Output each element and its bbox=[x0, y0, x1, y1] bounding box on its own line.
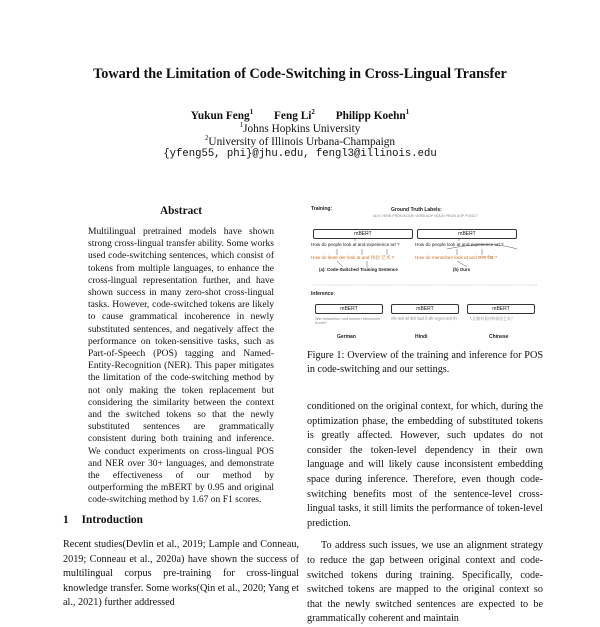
figure-caption: Figure 1: Overview of the training and inference for POS in code-switching and our settings. bbox=[307, 350, 543, 375]
figure-panel-b-label: (b) Ours bbox=[453, 267, 471, 272]
introduction-text: Recent studies(Devlin et al., 2019; Lample and Conneau, 2019; Conneau et al., 2020a) have shown the success of multilingual corpus pre-training for cross-lingual knowledge transfer. Some works(Qin et al., 2020; Yang et al., 2021) further addressed bbox=[63, 539, 299, 609]
figure-model-box: mBERT bbox=[313, 229, 413, 239]
right-column-text bbox=[307, 400, 543, 627]
figure-inference-model-box: mBERT bbox=[391, 304, 459, 314]
author: Philipp Koehn$^1$ bbox=[335, 108, 410, 122]
affiliation: $^1$Johns Hopkins University bbox=[239, 121, 361, 135]
paragraph: To address such issues, we use an alignment strategy to reduce the gap between original context and code-switched tokens during training. Specifically, code-switched tokens are mapped to the original context so that the newly switched sentences are expected to be grammatically coherent and maintain bbox=[307, 540, 543, 625]
author-list bbox=[0, 108, 600, 122]
figure-1 bbox=[307, 205, 543, 345]
abstract-text: Multilingual pretrained models have shown strong cross-lingual transfer ability. Some works used code-switching sentences, which consist of tokens from multiple languages, to enhance the cross-lingual representation further, and have shown success in many zero-shot cross-lingual tasks. However, code-switched tokens are likely to cause grammatical incoherence in newly substituted sentences, and negatively affect the performance on token-sensitive tasks, such as Part-of-Speech (POS) tagging and Named-Entity-Recognition (NER). This paper mitigates the limitation of the code-switching method by not only making the token replacement but considering the similarity between the context and the switched tokens so that the newly substituted sentences are grammatically consistent during both training and inference. We conduct experiments on cross-lingual POS and NER over 30+ languages, and demonstrate the effectiveness of our method by outperforming the mBERT by 0.95 and original code-switching method by 1.67 on F1 scores. bbox=[88, 226, 274, 506]
author: Feng Li$^2$ bbox=[274, 108, 315, 122]
figure-ground-truth-label: Ground Truth Labels: bbox=[391, 207, 442, 213]
figure-ground-truth-tags: ADV VERB PRON NOUN VERB ADP NOUN PRON ADP PUNCT bbox=[373, 214, 478, 218]
author-emails: {yfeng55, phi}@jhu.edu, fengl3@illinois.edu bbox=[163, 148, 437, 160]
figure-training-label: Training: bbox=[311, 206, 333, 212]
author: Yukun Feng$^1$ bbox=[190, 108, 254, 122]
affiliation: $^2$University of Illinois Urbana-Champaign bbox=[204, 134, 396, 148]
figure-switched-sentence: How do menschen look at and कला देख ? bbox=[415, 255, 498, 260]
figure-sentence: How do people look at and experience art ? bbox=[311, 242, 400, 247]
figure-language-label: Chinese bbox=[489, 334, 509, 340]
figure-panel-a-label: (a): Code-Switched Training Sentence bbox=[319, 267, 398, 272]
figure-inference-sentence: Wie betrachten und erleben Menschen Kunst? bbox=[315, 317, 381, 326]
figure-language-label: Hindi bbox=[415, 334, 428, 340]
abstract-heading: Abstract bbox=[159, 205, 203, 217]
figure-inference-sentence: 人们如何看待和体验艺术？ bbox=[469, 317, 515, 321]
figure-inference-model-box: mBERT bbox=[315, 304, 383, 314]
paper-title: Toward the Limitation of Code-Switching in Cross-Lingual Transfer bbox=[93, 66, 507, 82]
figure-model-box: mBERT bbox=[417, 229, 517, 239]
figure-inference-model-box: mBERT bbox=[467, 304, 535, 314]
figure-language-label: German bbox=[337, 334, 356, 340]
figure-inference-sentence: लोग कला को कैसे देखते हैं और अनुभव करते हैं? bbox=[391, 317, 458, 321]
section-heading-introduction: 1 Introduction bbox=[63, 514, 143, 526]
paragraph: conditioned on the original context, for which, during the optimization phase, the embedding of substituted tokens is greatly affected. However, such updates do not consider the token-level dependency in their own language and will likely cause inconsistent embedding space during inference. Therefore, even though code-switching benefits most of the sentence-level cross-lingual tasks, it still limits the performance of token-level prediction. bbox=[307, 401, 543, 529]
figure-sentence: How do people look at and experience art ? bbox=[415, 242, 504, 247]
figure-inference-label: Inference: bbox=[311, 291, 335, 297]
figure-switched-sentence: How do leute der look at and 体验 艺术 ? bbox=[311, 255, 395, 260]
